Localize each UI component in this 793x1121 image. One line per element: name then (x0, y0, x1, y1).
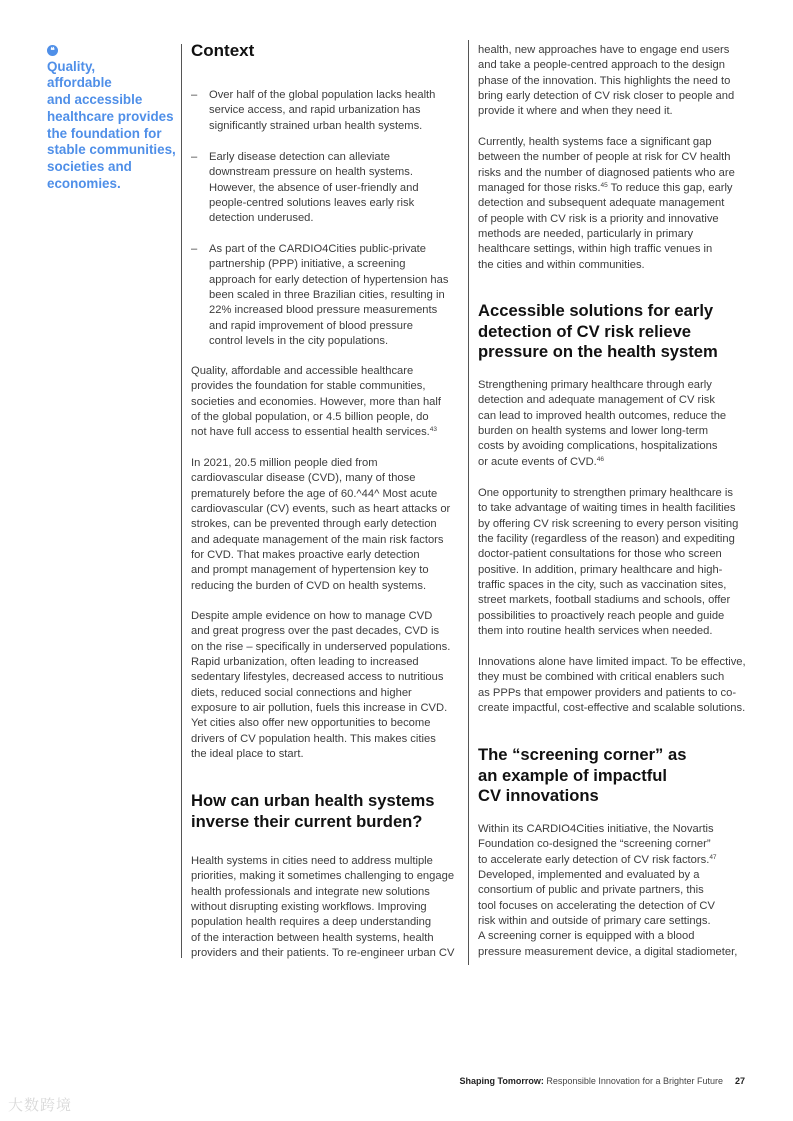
text-line: Strengthening primary healthcare through early (478, 379, 712, 391)
text-line: cardiovascular disease (CVD), many of those (191, 472, 416, 485)
footnote-ref: 43 (429, 426, 438, 434)
text-line: traffic spaces in the city, such as vaccination sites, (478, 579, 727, 592)
text-line: of the global population, or 4.5 billion people, do (191, 411, 429, 424)
text-line: phase of the innovation. This highlights the need to (478, 74, 731, 87)
text-line: population health requires a deep understanding (191, 916, 432, 929)
section-heading-accessible (478, 301, 718, 363)
page-footer (460, 1076, 745, 1086)
text-line: bring early detection of CV risk closer to people and (478, 90, 735, 103)
text-line: Quality, affordable and accessible healthcare (191, 365, 414, 377)
bullet-dash: – (191, 151, 198, 163)
text-line: an example of impactful (478, 765, 668, 785)
text-line: service access, and rapid urbanization has (209, 104, 421, 117)
quote-icon: ❝ (47, 45, 58, 56)
text-line: Accessible solutions for early (478, 301, 714, 320)
text-line: or acute events of CVD.$^{46}$ (478, 455, 605, 468)
text-line: reducing the burden of CVD on health systems. (191, 579, 427, 592)
text-line: and take a people-centred approach to the design (478, 59, 725, 72)
text-line: How can urban health systems (191, 791, 435, 810)
text-line: between the number of people at risk for CV health (478, 151, 731, 164)
text-line: the facility (regardless of the reason) and expediting (478, 533, 735, 546)
paragraph (478, 486, 763, 639)
text-line: downstream pressure on health systems. (209, 166, 413, 179)
column-divider (181, 44, 182, 958)
text-line: One opportunity to strengthen primary healthcare is (478, 487, 733, 499)
text-line: economies. (47, 175, 121, 191)
bullet-text (209, 242, 448, 349)
text-line: Foundation co-designed the “screening corner” (478, 838, 711, 851)
column-divider (468, 40, 469, 965)
text-line: managed for those risks.$^{45}$ To reduce this gap, early (478, 182, 733, 195)
text-line: of people with CV risk is a priority and innovative (478, 212, 719, 225)
text-line: costs by avoiding complications, hospitalizations (478, 440, 718, 453)
text-line: street markets, football stadiums and schools, offer (478, 594, 731, 607)
text-line: Innovations alone have limited impact. To be effective, (478, 656, 746, 668)
text-line: healthcare provides (47, 108, 174, 124)
text-line: In 2021, 20.5 million people died from (191, 457, 378, 469)
section-heading-screening (478, 745, 686, 807)
text-line: detection underused. (209, 212, 314, 225)
text-line: cardiovascular (CV) events, such as heart attacks or (191, 503, 451, 516)
text-line: positive. In addition, primary healthcare and high- (478, 563, 723, 576)
text-line: the cities and within communities. (478, 258, 645, 271)
text-line: exposure to air pollution, fuels this increase in CVD. (191, 702, 448, 715)
text-line: and adequate management of the main risk factors (191, 533, 444, 546)
text-line: create impactful, cost-effective and scalable solutions. (478, 702, 746, 715)
footer-title-bold: Shaping Tomorrow: (459, 1076, 544, 1086)
text-line: healthcare settings, within high traffic venues in (478, 243, 713, 256)
bullet-text (209, 150, 419, 227)
text-line: As part of the CARDIO4Cities public-private (209, 243, 426, 255)
text-line: can lead to improved health outcomes, reduce the (478, 409, 727, 422)
text-line: provide it where and when they need it. (478, 105, 673, 118)
section-heading-context: Context (191, 41, 255, 60)
text-line: detection of CV risk relieve (478, 321, 692, 341)
text-line: strokes, can be prevented through early detection (191, 518, 437, 531)
footnote-ref: 46 (596, 455, 605, 463)
text-line: of the interaction between health systems, health (191, 931, 434, 944)
pull-quote-text (47, 59, 182, 193)
text-line: and prompt management of hypertension key to (191, 564, 429, 577)
text-line: However, the absence of user-friendly and (209, 181, 419, 194)
paragraph (478, 822, 763, 960)
page-number: 27 (734, 1076, 745, 1086)
text-line: health, new approaches have to engage end users (478, 44, 730, 56)
text-line: Despite ample evidence on how to manage CVD (191, 610, 433, 622)
text-line: Rapid urbanization, often leading to increased (191, 656, 419, 669)
text-line: providers and their patients. To re-engineer urban CV (191, 947, 455, 960)
text-line: them into routine health services when needed. (478, 625, 713, 638)
bullet-dash: – (191, 243, 198, 255)
text-line: drivers of CV population health. This makes cities (191, 732, 436, 745)
text-line: CV innovations (478, 786, 599, 806)
text-line: Currently, health systems face a significant gap (478, 136, 712, 148)
paragraph (478, 655, 763, 716)
text-line: health professionals and integrate new solutions (191, 885, 430, 898)
text-line: pressure on the health system (478, 342, 718, 362)
text-line: significantly strained urban health systems. (209, 119, 423, 132)
text-line: to accelerate early detection of CV risk factors.$^{47}$ (478, 853, 717, 866)
pull-quote (47, 42, 182, 192)
paragraph (191, 609, 466, 762)
text-line: without disrupting existing workflows. Improving (191, 901, 427, 914)
text-line: diets, reduced social connections and higher (191, 686, 412, 699)
text-line: the ideal place to start. (191, 748, 304, 761)
text-line: Early disease detection can alleviate (209, 151, 390, 163)
section-heading-urban (191, 791, 434, 832)
text-line: Yet cities also offer new opportunities to become (191, 717, 431, 730)
text-line: and great progress over the past decades, CVD is (191, 625, 440, 638)
paragraph (191, 854, 466, 961)
text-line: stable communities, (47, 142, 176, 158)
text-line: methods are needed, particularly in primary (478, 228, 694, 241)
text-line: to take advantage of waiting times in health facilities (478, 502, 736, 515)
text-line: Within its CARDIO4Cities initiative, the Novartis (478, 823, 714, 835)
footnote-ref: 47 (709, 853, 717, 861)
text-line: Health systems in cities need to address multiple (191, 855, 433, 867)
text-line: detection and adequate management of CV risk (478, 394, 715, 407)
text-line: pressure measurement device, a digital stadiometer, (478, 945, 738, 958)
text-line: A screening corner is equipped with a blood (478, 930, 695, 943)
text-line: provides the foundation for stable communities, (191, 380, 426, 393)
text-line: risks and the number of diagnosed patients who are (478, 166, 735, 179)
text-line: societies and economies. However, more than half (191, 395, 441, 408)
text-line: sedentary lifestyles, decreased access to nutritious (191, 671, 444, 684)
paragraph (191, 364, 466, 441)
watermark-logo: 大数跨境 (8, 1097, 73, 1114)
text-line: Quality, (47, 58, 96, 74)
text-line: been scaled in three Brazilian cities, resulting in (209, 289, 445, 302)
text-line: risk within and outside of primary care settings. (478, 915, 711, 928)
paragraph (478, 378, 763, 470)
text-line: 22% increased blood pressure measurements (209, 304, 438, 317)
text-line: priorities, making it sometimes challenging to engage (191, 870, 455, 883)
text-line: on the rise – specifically in underserved populations. (191, 640, 451, 653)
paragraph (191, 456, 466, 594)
text-line: societies and (47, 158, 132, 174)
paragraph (478, 43, 763, 120)
text-line: The “screening corner” as (478, 745, 687, 764)
text-line: by offering CV risk screening to every person visiting (478, 517, 739, 530)
text-line: people-centred solutions leaves early risk (209, 197, 415, 210)
text-line: partnership (PPP) initiative, a screening (209, 258, 406, 271)
text-line: Developed, implemented and evaluated by a (478, 869, 700, 882)
footer-title: Responsible Innovation for a Brighter Future (543, 1076, 723, 1086)
text-line: consortium of public and private partners, this (478, 884, 704, 897)
footnote-ref: 45 (600, 182, 608, 190)
text-line: doctor-patient consultations for those who screen (478, 548, 722, 561)
text-line: tool focuses on accelerating the detection of CV (478, 899, 715, 912)
text-line: not have full access to essential health services.$^{43}$ (191, 426, 438, 439)
text-line: inverse their current burden? (191, 811, 423, 831)
bullet-text (209, 88, 435, 134)
text-line: and rapid improvement of blood pressure (209, 319, 413, 332)
text-line: and accessible (47, 92, 143, 108)
text-line: control levels in the city populations. (209, 335, 389, 348)
bullet-dash: – (191, 89, 198, 101)
text-line: detection and subsequent adequate management (478, 197, 725, 210)
text-line: they must be combined with critical enablers such (478, 671, 725, 684)
text-line: the foundation for (47, 125, 162, 141)
text-line: approach for early detection of hypertension has (209, 273, 449, 286)
paragraph (478, 135, 763, 273)
text-line: possibilities to proactively reach people and guide (478, 609, 725, 622)
text-line: prematurely before the age of 60.^44^ Most acute (191, 487, 438, 500)
text-line: burden on health systems and lower long-term (478, 425, 709, 438)
text-line: Over half of the global population lacks health (209, 89, 436, 101)
text-line: for CVD. That makes proactive early detection (191, 549, 420, 562)
text-line: as PPPs that empower providers and patients to co- (478, 686, 737, 699)
text-line: affordable (47, 75, 112, 91)
